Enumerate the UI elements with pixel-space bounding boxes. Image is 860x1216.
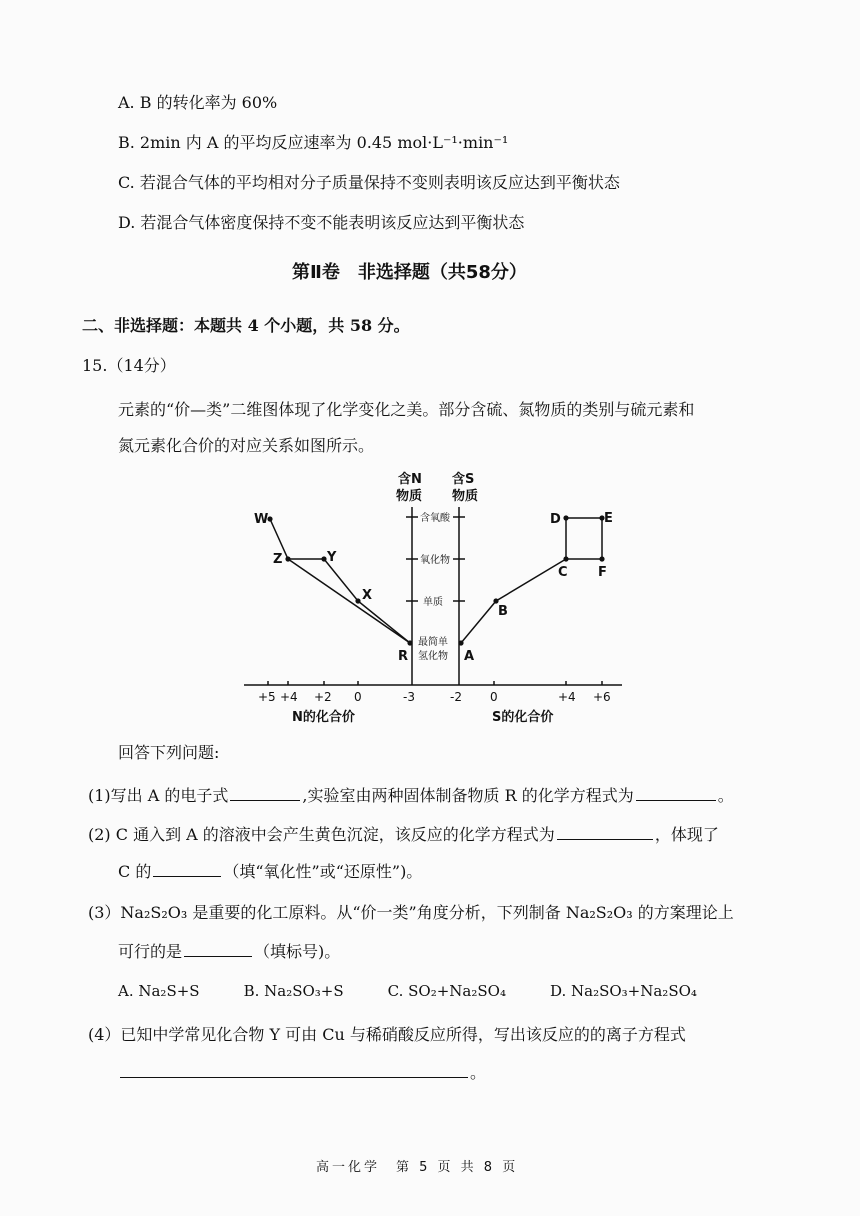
valence-category-diagram	[230, 465, 630, 730]
answer-blank-1b[interactable]	[636, 784, 716, 801]
n-path-line-2	[288, 559, 410, 643]
q15-part-2-cont: C 的 （填“氧化性”或“还原性”)。	[118, 862, 423, 881]
category-element: 单质	[423, 597, 443, 608]
label-f: F	[598, 565, 607, 580]
point-z	[285, 556, 290, 561]
s-path-line	[461, 559, 566, 643]
s-axis-label: S的化合价	[492, 710, 554, 725]
q15-part-3-cont: 可行的是 （填标号)。	[118, 942, 341, 961]
s-tick-plus4: +4	[558, 690, 576, 704]
q15-part-1: (1)写出 A 的电子式 ,实验室由两种固体制备物质 R 的化学方程式为 。	[88, 786, 734, 805]
point-y	[321, 556, 326, 561]
n-axis-title-1: 含N	[398, 472, 422, 487]
point-x	[355, 598, 360, 603]
q15-intro-1: 元素的“价—类”二维图体现了化学变化之美。部分含硫、氮物质的类别与硫元素和	[118, 400, 695, 419]
answer-blank-2a[interactable]	[557, 823, 653, 840]
q15-part-4: (4）已知中学常见化合物 Y 可由 Cu 与稀硝酸反应所得，写出该反应的的离子方程式	[88, 1025, 686, 1044]
point-r	[407, 640, 412, 645]
p3-option-a: A. Na₂S+S	[118, 982, 200, 1000]
page-footer: 高一化学 第 5 页 共 8 页	[316, 1160, 519, 1175]
q15-number: 15.（14分）	[82, 356, 176, 375]
point-c	[563, 556, 568, 561]
label-x: X	[362, 588, 373, 603]
label-e: E	[604, 511, 613, 526]
q15-part-3: (3）Na₂S₂O₃ 是重要的化工原料。从“价一类”角度分析，下列制备 Na₂S₂O₃ 的方案理论上	[88, 903, 734, 922]
n-path-line	[270, 519, 410, 643]
answer-blank-3[interactable]	[184, 940, 252, 957]
answer-blank-4[interactable]	[120, 1061, 468, 1078]
option-b: B. 2min 内 A 的平均反应速率为 0.45 mol·L⁻¹·min⁻¹	[118, 133, 509, 152]
label-z: Z	[273, 552, 283, 567]
q15-intro-2: 氮元素化合价的对应关系如图所示。	[118, 436, 375, 455]
label-w: W	[254, 512, 269, 527]
point-f	[599, 556, 604, 561]
option-c: C. 若混合气体的平均相对分子质量保持不变则表明该反应达到平衡状态	[118, 173, 620, 192]
section-title: 第Ⅱ卷 非选择题（共58分）	[292, 262, 527, 283]
s-axis-title-1: 含S	[452, 472, 475, 487]
n-axis-title-2: 物质	[396, 489, 423, 504]
n-tick-plus2: +2	[314, 690, 332, 704]
n-tick-plus5: +5	[258, 690, 276, 704]
n-tick-plus4: +4	[280, 690, 298, 704]
category-oxyacid: 含氧酸	[420, 513, 450, 524]
q15-prompt: 回答下列问题:	[118, 743, 220, 762]
option-a: A. B 的转化率为 60%	[118, 93, 278, 112]
label-c: C	[558, 565, 568, 580]
n-axis-label: N的化合价	[292, 710, 355, 725]
s-tick-0: 0	[490, 690, 498, 704]
answer-blank-2b[interactable]	[153, 860, 221, 877]
section-note: 二、非选择题：本题共 4 个小题，共 58 分。	[82, 316, 410, 335]
q15-part-2: (2) C 通入到 A 的溶液中会产生黄色沉淀，该反应的化学方程式为 ，体现了	[88, 825, 719, 844]
s-oxide-acid-box	[566, 518, 602, 559]
label-a: A	[464, 649, 475, 664]
point-d	[563, 515, 568, 520]
s-axis-title-2: 物质	[452, 489, 479, 504]
s-tick-minus2: -2	[450, 690, 462, 704]
category-simplest: 最简单	[418, 637, 448, 648]
p3-option-b: B. Na₂SO₃+S	[243, 982, 344, 1000]
p3-option-c: C. SO₂+Na₂SO₄	[387, 982, 506, 1000]
label-r: R	[398, 649, 409, 664]
option-d: D. 若混合气体密度保持不变不能表明该反应达到平衡状态	[118, 213, 525, 232]
label-d: D	[550, 512, 561, 527]
category-hydride: 氢化物	[418, 651, 448, 662]
q15-part-3-options	[118, 982, 697, 1000]
category-oxide: 氧化物	[420, 555, 450, 566]
p3-option-d: D. Na₂SO₃+Na₂SO₄	[549, 982, 697, 1000]
point-a	[458, 640, 463, 645]
point-b	[493, 598, 498, 603]
n-tick-minus3: -3	[403, 690, 415, 704]
s-tick-plus6: +6	[593, 690, 611, 704]
label-b: B	[498, 604, 508, 619]
n-tick-0: 0	[354, 690, 362, 704]
answer-blank-1a[interactable]	[230, 784, 300, 801]
q15-part-4-answer: 。	[118, 1060, 486, 1083]
label-y: Y	[327, 550, 337, 565]
